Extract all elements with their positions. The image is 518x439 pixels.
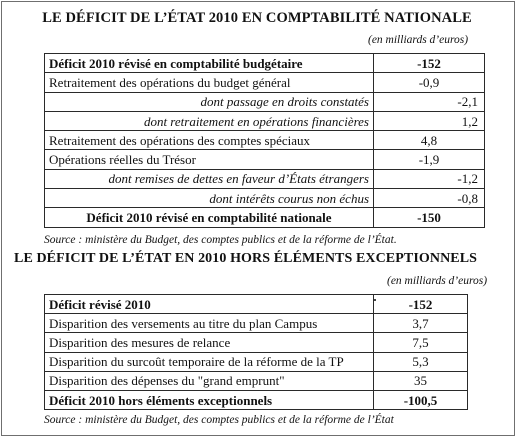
table-row (45, 295, 468, 314)
row-label: Disparition du surcoût temporaire de la réforme de la TP (45, 352, 374, 371)
table-row (45, 73, 485, 92)
row-value: 5,3 (374, 352, 468, 371)
table-row (45, 111, 485, 130)
row-value: -152 (374, 295, 468, 314)
row-value: -1,2 (374, 169, 485, 188)
row-label: Opérations réelles du Trésor (45, 150, 374, 169)
row-value: -150 (374, 208, 485, 227)
table-row (45, 189, 485, 208)
table1-unit: (en milliards d’euros) (368, 34, 469, 46)
row-value: 3,7 (374, 314, 468, 333)
table2-title: LE DÉFICIT DE L’ÉTAT EN 2010 HORS ÉLÉMENTS EXCEPTIONNELS (14, 251, 478, 266)
row-label: Disparition des dépenses du "grand emprunt" (45, 371, 374, 390)
row-label: Déficit révisé 2010 (45, 295, 374, 314)
table-row (45, 390, 468, 409)
row-label: Retraitement des opérations des comptes spéciaux (45, 131, 374, 150)
row-label: Déficit 2010 révisé en comptabilité budgétaire (45, 54, 374, 73)
row-label: dont remises de dettes en faveur d’États étrangers (45, 169, 374, 188)
table-row (45, 208, 485, 227)
table2-unit: (en milliards d’euros) (387, 275, 488, 287)
table-row (45, 352, 468, 371)
table-row (45, 371, 468, 390)
row-value: -0,9 (374, 73, 485, 92)
row-value: 7,5 (374, 333, 468, 352)
row-label: dont retraitement en opérations financières (45, 111, 374, 130)
table-row (45, 314, 468, 333)
table-row (45, 150, 485, 169)
table-row (45, 54, 485, 73)
table-row (45, 131, 485, 150)
row-label: Disparition des versements au titre du plan Campus (45, 314, 374, 333)
row-value: 4,8 (374, 131, 485, 150)
table2 (44, 294, 468, 410)
row-value: -0,8 (374, 189, 485, 208)
table1-title: LE DÉFICIT DE L’ÉTAT 2010 EN COMPTABILITÉ NATIONALE (42, 10, 472, 26)
row-label: dont passage en droits constatés (45, 92, 374, 111)
table1 (44, 53, 485, 228)
row-label: Retraitement des opérations du budget général (45, 73, 374, 92)
table-row (45, 169, 485, 188)
row-value: -152 (374, 54, 485, 73)
table-row (45, 92, 485, 111)
row-value: -2,1 (374, 92, 485, 111)
table2-source: Source : ministère du Budget, des comptes publics et de la réforme de l’État (44, 414, 394, 426)
row-label: dont intérêts courus non échus (45, 189, 374, 208)
row-value: 35 (374, 371, 468, 390)
row-label: Disparition des mesures de relance (45, 333, 374, 352)
table-row (45, 333, 468, 352)
stray-dot (374, 299, 376, 301)
table1-source: Source : ministère du Budget, des comptes publics et de la réforme de l’État. (44, 234, 397, 246)
row-value: -100,5 (374, 390, 468, 409)
row-value: 1,2 (374, 111, 485, 130)
row-value: -1,9 (374, 150, 485, 169)
row-label: Déficit 2010 hors éléments exceptionnels (45, 390, 374, 409)
row-label: Déficit 2010 révisé en comptabilité nationale (45, 208, 374, 227)
